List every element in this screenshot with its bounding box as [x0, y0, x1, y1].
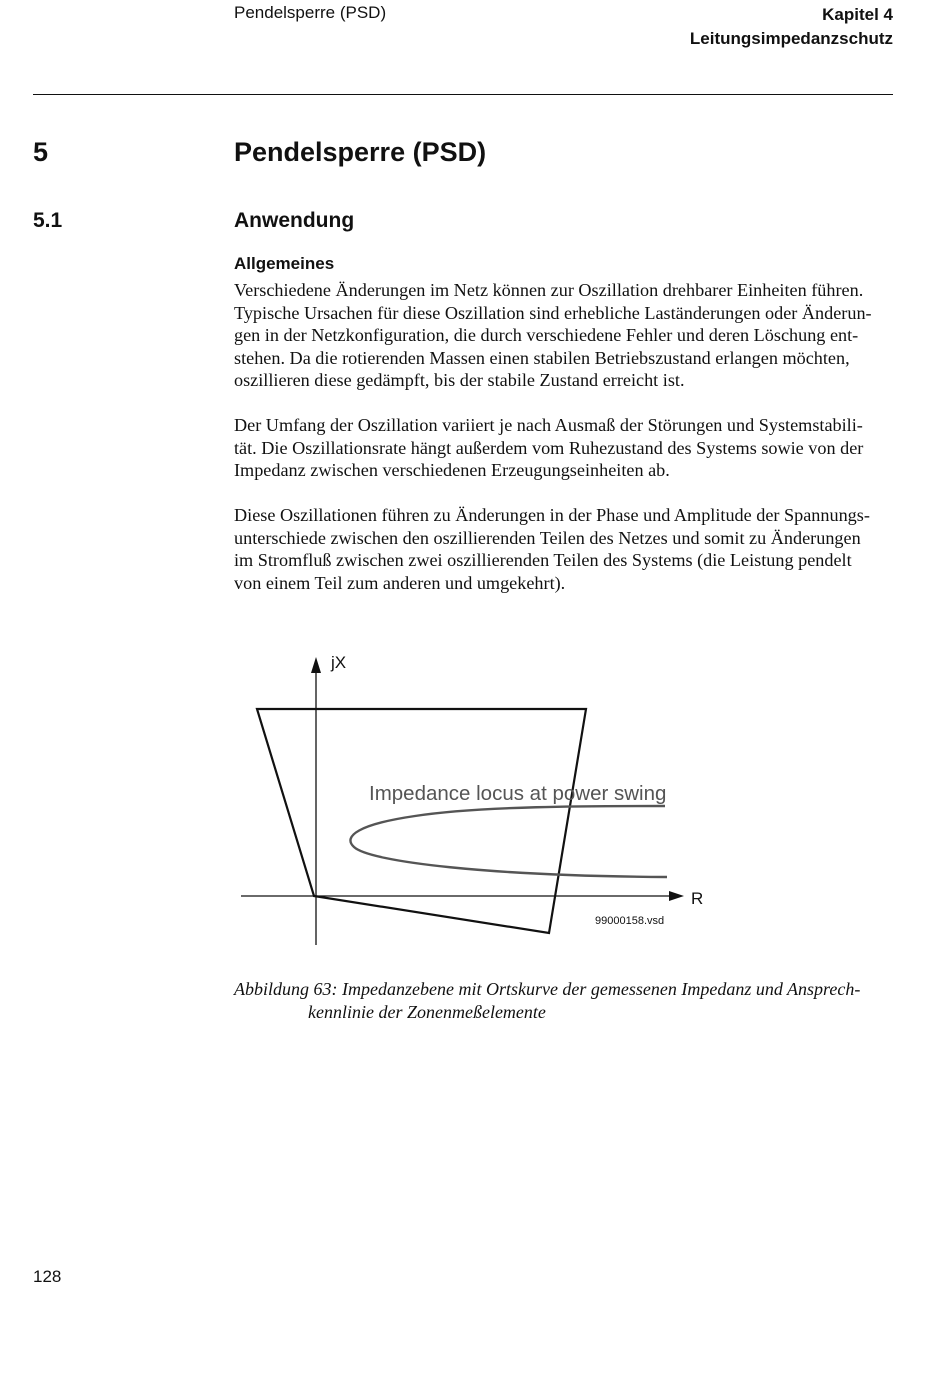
paragraph-line: gen in der Netzkonfiguration, die durch verschiedene Fehler und deren Löschung ent- [234, 325, 859, 346]
caption-line-1: Abbildung 63: Impedanzebene mit Ortskurve der gemessenen Impedanz und Ansprech- [234, 979, 861, 999]
r-axis-label: R [691, 889, 704, 908]
caption-line-2: kennlinie der Zonenmeßelemente [308, 1002, 546, 1022]
paragraph-line: Verschiedene Änderungen im Netz können zur Oszillation drehbarer Einheiten führen. [234, 280, 864, 300]
paragraph-line: Typische Ursachen für diese Oszillation sind erhebliche Laständerungen oder Änderun- [234, 302, 872, 323]
paragraph-line: stehen. Da die rotierenden Massen einen stabilen Betriebszustand erlangen möchten, [234, 347, 850, 368]
section-title: Anwendung [234, 209, 355, 232]
subheading: Allgemeines [234, 254, 335, 273]
figure-file-id: 99000158.vsd [595, 915, 665, 927]
jx-axis-label: jX [331, 653, 347, 672]
header-rule [33, 94, 893, 95]
paragraph-3 [234, 504, 894, 594]
impedance-plane-figure [230, 648, 710, 948]
paragraph-line: Der Umfang der Oszillation variiert je nach Ausmaß der Störungen und Systemstabili- [234, 415, 863, 435]
zone-characteristic [257, 709, 586, 933]
header-chapter-title: Leitungsimpedanzschutz [689, 29, 893, 48]
paragraph-2 [234, 414, 894, 482]
paragraph-line: im Stromfluß zwischen zwei oszillierenden Teilen des Systems (die Leistung pendelt [234, 550, 852, 571]
header-chapter: Kapitel 4 [822, 5, 893, 24]
paragraph-line: tät. Die Oszillationsrate hängt außerdem vom Ruhezustand des Systems sowie von der [234, 437, 864, 458]
chapter-title: Pendelsperre (PSD) [234, 137, 487, 167]
section-number: 5.1 [33, 209, 63, 232]
impedance-locus-curve [350, 806, 667, 877]
page-number: 128 [33, 1267, 62, 1286]
running-header-left: Pendelsperre (PSD) [234, 3, 387, 22]
paragraph-line: unterschiede zwischen den oszillierenden Teilen des Netzes und somit zu Änderungen [234, 527, 861, 548]
chapter-number: 5 [33, 137, 49, 167]
jx-axis-arrow [311, 657, 321, 673]
paragraph-line: von einem Teil zum anderen und umgekehrt). [234, 572, 566, 593]
running-header-right [690, 3, 893, 51]
paragraph-line: Impedanz zwischen verschiedenen Erzeugungseinheiten ab. [234, 460, 670, 481]
locus-label: Impedance locus at power swing [369, 782, 667, 805]
paragraph-1 [234, 279, 894, 392]
r-axis-arrow [669, 891, 684, 901]
figure-caption [234, 978, 896, 1024]
paragraph-line: oszillieren diese gedämpft, bis der stabile Zustand erreicht ist. [234, 370, 685, 391]
paragraph-line: Diese Oszillationen führen zu Änderungen in der Phase und Amplitude der Spannungs- [234, 505, 870, 525]
